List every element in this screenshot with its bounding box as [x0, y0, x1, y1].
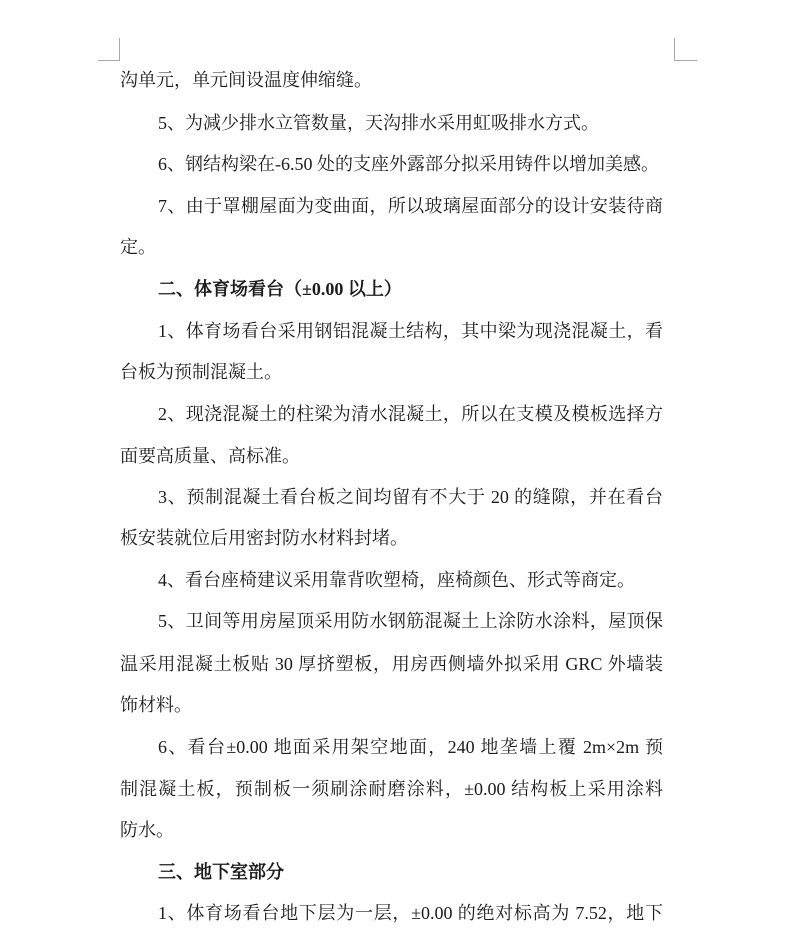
- text-line: 4、看台座椅建议采用靠背吹塑椅，座椅颜色、形式等商定。: [158, 570, 635, 590]
- section-heading: 二、体育场看台（±0.00 以上）: [158, 279, 402, 299]
- text-line: 定。: [120, 237, 156, 257]
- section-heading: 三、地下室部分: [158, 862, 284, 882]
- text-line: 1、体育场看台采用钢铝混凝土结构，其中梁为现浇混凝土，看: [158, 321, 663, 341]
- text-line: 温采用混凝土板贴 30 厚挤塑板，用房西侧墙外拟采用 GRC 外墙装: [120, 654, 663, 674]
- text-line: 制混凝土板，预制板一须刷涂耐磨涂料，±0.00 结构板上采用涂料: [120, 779, 663, 799]
- text-line: 3、预制混凝土看台板之间均留有不大于 20 的缝隙，并在看台: [158, 487, 663, 507]
- text-line: 板安装就位后用密封防水材料封堵。: [120, 528, 408, 548]
- text-line: 7、由于罩棚屋面为变曲面，所以玻璃屋面部分的设计安装待商: [158, 196, 663, 216]
- text-line: 5、为减少排水立管数量，天沟排水采用虹吸排水方式。: [158, 113, 599, 133]
- text-line: 面要高质量、高标准。: [120, 446, 300, 466]
- text-line: 饰材料。: [120, 695, 192, 715]
- text-line: 5、卫间等用房屋顶采用防水钢筋混凝土上涂防水涂料，屋顶保: [158, 611, 663, 631]
- text-line: 6、钢结构梁在-6.50 处的支座外露部分拟采用铸件以增加美感。: [158, 154, 659, 174]
- text-line: 2、现浇混凝土的柱梁为清水混凝土，所以在支模及模板选择方: [158, 404, 663, 424]
- text-line: 1、体育场看台地下层为一层，±0.00 的绝对标高为 7.52，地下: [158, 903, 663, 923]
- text-line: 6、看台±0.00 地面采用架空地面，240 地垄墙上覆 2m×2m 预: [158, 737, 663, 757]
- text-line: 沟单元，单元间设温度伸缩缝。: [120, 70, 372, 90]
- text-line: 台板为预制混凝土。: [120, 362, 282, 382]
- text-line: 防水。: [120, 820, 174, 840]
